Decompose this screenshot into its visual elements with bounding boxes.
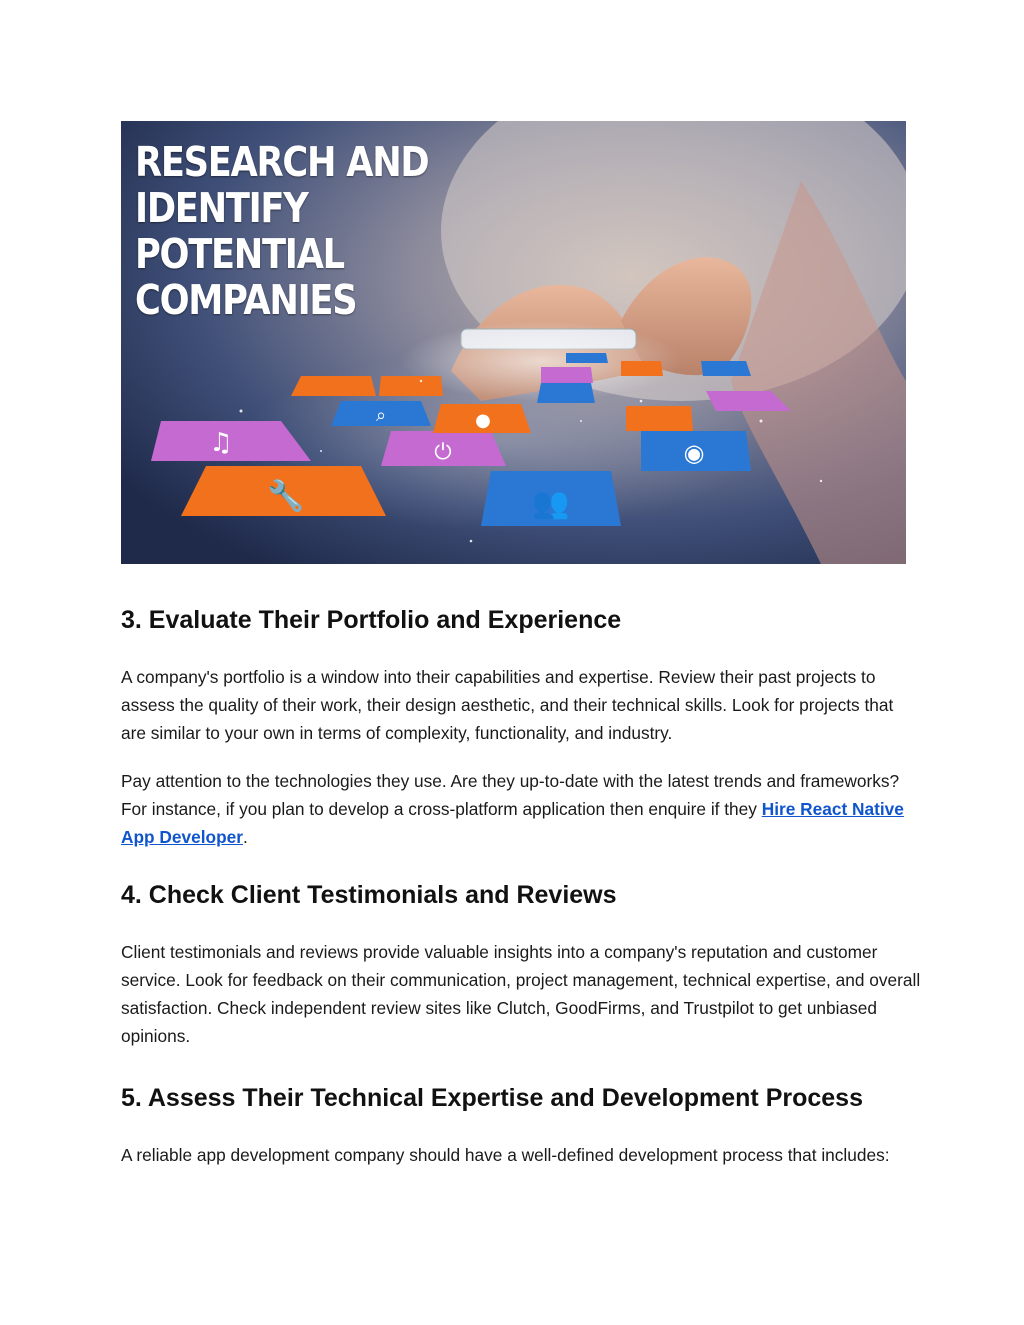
cart-icon: [537, 383, 595, 403]
paragraph: A reliable app development company should have a well-defined development process that includes:: [121, 1145, 890, 1165]
svg-text:🔧: 🔧: [267, 479, 305, 514]
section-heading: 4. Check Client Testimonials and Reviews: [121, 881, 617, 909]
paragraph-text: .: [242, 827, 248, 847]
hero-title-line2: POTENTIAL COMPANIES: [135, 230, 357, 324]
svg-text:⏻: ⏻: [434, 440, 452, 465]
section-heading: 5. Assess Their Technical Expertise and Development Process: [121, 1084, 863, 1112]
svg-text:👥: 👥: [532, 486, 570, 521]
hero-image: [121, 121, 906, 564]
svg-text:♫: ♫: [209, 428, 233, 458]
paragraph: A company's portfolio is a window into their capabilities and expertise. Review their past projects to assess the quality of their work, their design aesthetic, and their technical skills. Look for projects that are similar to your own in terms of complexity, functionality, and industry.: [121, 667, 894, 743]
paragraph: [121, 767, 921, 851]
paragraph: Client testimonials and reviews provide valuable insights into a company's reputation and customer service. Look for feedback on their communication, project management, technical expertise, and overall satisfaction. Check independent review sites like Clutch, GoodFirms, and Trustpilot to get unbiased opinions.: [121, 942, 921, 1046]
gear-icon: [379, 376, 443, 396]
home-icon: [701, 361, 751, 376]
cloud-icon: [541, 367, 593, 383]
folder-icon: [291, 376, 376, 396]
svg-text:●: ●: [475, 410, 491, 431]
section-heading: 3. Evaluate Their Portfolio and Experience: [121, 606, 622, 634]
article-body: [121, 598, 921, 1169]
paragraph-text: Pay attention to the technologies they use. Are they up-to-date with the latest trends and frameworks? For instance, if you plan to develop a cross-platform application then enquire if they: [121, 771, 900, 819]
hero-title-line1: RESEARCH AND IDENTIFY: [135, 138, 429, 232]
hire-react-native-link[interactable]: Hire React Native App Developer: [121, 799, 904, 847]
svg-text:⌕: ⌕: [375, 405, 387, 426]
svg-text:◉: ◉: [683, 439, 705, 467]
hero-title: [135, 139, 548, 323]
calendar-icon: [626, 406, 693, 431]
